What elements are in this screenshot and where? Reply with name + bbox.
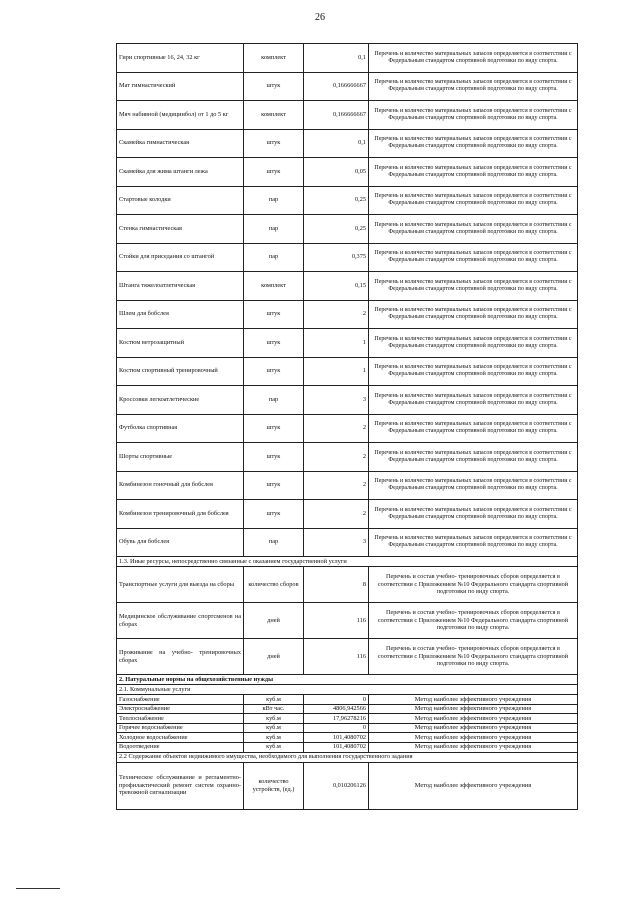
utility-basis: Метод наиболее эффективного учреждения bbox=[369, 742, 578, 752]
item-basis: Перечень и количество материальных запасов определяется в соответствии с Федеральным стандартом спортивной подготовки по виду спорта. bbox=[369, 443, 578, 472]
item-quantity: 0,166666667 bbox=[304, 101, 369, 130]
item-basis: Перечень и количество материальных запасов определяется в соответствии с Федеральным стандартом спортивной подготовки по виду спорта. bbox=[369, 272, 578, 301]
item-quantity: 2 bbox=[304, 414, 369, 443]
item-quantity: 1 bbox=[304, 357, 369, 386]
utility-quantity: 0 bbox=[304, 723, 369, 733]
item-name: Обувь для бобслея bbox=[117, 528, 244, 557]
section-heading: 2.2 Содержание объектов недвижимого имущества, необходимого для выполнения государственного задания bbox=[117, 752, 578, 762]
table-row bbox=[117, 243, 578, 272]
item-basis: Перечень и количество материальных запасов определяется в соответствии с Федеральным стандартом спортивной подготовки по виду спорта. bbox=[369, 129, 578, 158]
utility-unit: куб.м bbox=[244, 714, 304, 724]
item-name: Штанга тяжелоатлетическая bbox=[117, 272, 244, 301]
item-quantity: 0,166666667 bbox=[304, 72, 369, 101]
item-basis: Перечень и количество материальных запасов определяется в соответствии с Федеральным стандартом спортивной подготовки по виду спорта. bbox=[369, 471, 578, 500]
item-name: Комбинезон тренировочный для бобслея bbox=[117, 500, 244, 529]
service-name: Проживание на учебно- тренировочных сборах bbox=[117, 639, 244, 675]
section-heading-row bbox=[117, 752, 578, 762]
item-name: Костюм ветрозащитный bbox=[117, 329, 244, 358]
item-basis: Перечень и количество материальных запасов определяется в соответствии с Федеральным стандартом спортивной подготовки по виду спорта. bbox=[369, 300, 578, 329]
item-name: Стартовые колодки bbox=[117, 186, 244, 215]
item-unit: пар bbox=[244, 215, 304, 244]
item-name: Скамейка для жима штанги лежа bbox=[117, 158, 244, 187]
item-quantity: 3 bbox=[304, 528, 369, 557]
item-unit: штук bbox=[244, 329, 304, 358]
item-basis: Перечень и количество материальных запасов определяется в соответствии с Федеральным стандартом спортивной подготовки по виду спорта. bbox=[369, 357, 578, 386]
table-row bbox=[117, 186, 578, 215]
table-row bbox=[117, 72, 578, 101]
item-name: Стойки для приседания со штангой bbox=[117, 243, 244, 272]
table-row bbox=[117, 44, 578, 73]
item-name: Стенка гимнастическая bbox=[117, 215, 244, 244]
item-unit: пар bbox=[244, 243, 304, 272]
item-name: Костюм спортивный тренировочный bbox=[117, 357, 244, 386]
item-unit: штук bbox=[244, 158, 304, 187]
item-quantity: 0,1 bbox=[304, 44, 369, 73]
utility-unit: куб.м bbox=[244, 742, 304, 752]
page-number: 26 bbox=[315, 12, 325, 23]
item-basis: Перечень и количество материальных запасов определяется в соответствии с Федеральным стандартом спортивной подготовки по виду спорта. bbox=[369, 500, 578, 529]
maintenance-name: Техническое обслуживание и регламентно- профилактический ремонт систем охранно- тревожной сигнализации bbox=[117, 762, 244, 809]
item-basis: Перечень и количество материальных запасов определяется в соответствии с Федеральным стандартом спортивной подготовки по виду спорта. bbox=[369, 101, 578, 130]
item-basis: Перечень и количество материальных запасов определяется в соответствии с Федеральным стандартом спортивной подготовки по виду спорта. bbox=[369, 386, 578, 415]
table-row bbox=[117, 414, 578, 443]
item-basis: Перечень и количество материальных запасов определяется в соответствии с Федеральным стандартом спортивной подготовки по виду спорта. bbox=[369, 186, 578, 215]
utility-basis: Метод наиболее эффективного учреждения bbox=[369, 733, 578, 743]
utility-basis: Метод наиболее эффективного учреждения bbox=[369, 723, 578, 733]
table-row bbox=[117, 443, 578, 472]
utility-name: Теплоснабжение bbox=[117, 714, 244, 724]
item-quantity: 3 bbox=[304, 386, 369, 415]
item-basis: Перечень и количество материальных запасов определяется в соответствии с Федеральным стандартом спортивной подготовки по виду спорта. bbox=[369, 243, 578, 272]
utility-unit: куб.м bbox=[244, 695, 304, 705]
utility-unit: куб.м bbox=[244, 733, 304, 743]
norms-table bbox=[116, 43, 578, 810]
table-row bbox=[117, 158, 578, 187]
item-quantity: 2 bbox=[304, 500, 369, 529]
table-row bbox=[117, 129, 578, 158]
item-basis: Перечень и количество материальных запасов определяется в соответствии с Федеральным стандартом спортивной подготовки по виду спорта. bbox=[369, 44, 578, 73]
item-quantity: 0,15 bbox=[304, 272, 369, 301]
table-row bbox=[117, 386, 578, 415]
item-quantity: 1 bbox=[304, 329, 369, 358]
service-unit: дней bbox=[244, 639, 304, 675]
table-row bbox=[117, 215, 578, 244]
utility-quantity: 4806,942566 bbox=[304, 704, 369, 714]
table-row bbox=[117, 329, 578, 358]
item-quantity: 0,25 bbox=[304, 186, 369, 215]
item-name: Скамейка гимнастическая bbox=[117, 129, 244, 158]
item-basis: Перечень и количество материальных запасов определяется в соответствии с Федеральным стандартом спортивной подготовки по виду спорта. bbox=[369, 215, 578, 244]
table-row bbox=[117, 723, 578, 733]
item-quantity: 0,25 bbox=[304, 215, 369, 244]
item-unit: штук bbox=[244, 500, 304, 529]
item-unit: штук bbox=[244, 414, 304, 443]
service-unit: количество сборов bbox=[244, 567, 304, 603]
item-basis: Перечень и количество материальных запасов определяется в соответствии с Федеральным стандартом спортивной подготовки по виду спорта. bbox=[369, 329, 578, 358]
table-row bbox=[117, 300, 578, 329]
utility-unit: кВт час. bbox=[244, 704, 304, 714]
item-unit: комплект bbox=[244, 44, 304, 73]
item-quantity: 0,05 bbox=[304, 158, 369, 187]
utility-name: Горячее водоснабжение bbox=[117, 723, 244, 733]
item-name: Кроссовки легкоатлетические bbox=[117, 386, 244, 415]
item-unit: комплект bbox=[244, 101, 304, 130]
table-row bbox=[117, 714, 578, 724]
item-unit: штук bbox=[244, 471, 304, 500]
service-basis: Перечень и состав учебно- тренировочных сборов определяется в соответствии с Приложением №10 Федерального стандарта спортивной подготовки по виду спорта. bbox=[369, 603, 578, 639]
section-heading: 1.3. Иные ресурсы, непосредственно связанные с оказанием государственной услуги bbox=[117, 557, 578, 567]
item-quantity: 2 bbox=[304, 443, 369, 472]
utility-quantity: 0 bbox=[304, 695, 369, 705]
table-row bbox=[117, 500, 578, 529]
service-quantity: 116 bbox=[304, 639, 369, 675]
maintenance-quantity: 0,010206126 bbox=[304, 762, 369, 809]
service-unit: дней bbox=[244, 603, 304, 639]
item-quantity: 0,375 bbox=[304, 243, 369, 272]
utility-quantity: 101,4080702 bbox=[304, 742, 369, 752]
table-row bbox=[117, 471, 578, 500]
item-unit: пар bbox=[244, 528, 304, 557]
service-basis: Перечень и состав учебно- тренировочных сборов определяется в соответствии с Приложением №10 Федерального стандарта спортивной подготовки по виду спорта. bbox=[369, 639, 578, 675]
service-name: Транспортные услуги для выезда на сборы bbox=[117, 567, 244, 603]
utility-name: Водоотведение bbox=[117, 742, 244, 752]
utility-name: Газоснабжение bbox=[117, 695, 244, 705]
service-quantity: 8 bbox=[304, 567, 369, 603]
utility-quantity: 101,4080702 bbox=[304, 733, 369, 743]
item-name: Шлем для бобслея bbox=[117, 300, 244, 329]
item-basis: Перечень и количество материальных запасов определяется в соответствии с Федеральным стандартом спортивной подготовки по виду спорта. bbox=[369, 158, 578, 187]
table-row bbox=[117, 603, 578, 639]
item-name: Шорты спортивные bbox=[117, 443, 244, 472]
item-unit: штук bbox=[244, 300, 304, 329]
item-unit: пар bbox=[244, 186, 304, 215]
item-quantity: 0,1 bbox=[304, 129, 369, 158]
table-row bbox=[117, 695, 578, 705]
section-heading: 2.1. Коммунальные услуги bbox=[117, 685, 578, 695]
maintenance-unit: количество устройств, (ед.) bbox=[244, 762, 304, 809]
item-unit: штук bbox=[244, 357, 304, 386]
item-unit: комплект bbox=[244, 272, 304, 301]
table-row bbox=[117, 101, 578, 130]
utility-basis: Метод наиболее эффективного учреждения bbox=[369, 704, 578, 714]
table-row bbox=[117, 733, 578, 743]
item-unit: штук bbox=[244, 443, 304, 472]
section-heading-row bbox=[117, 685, 578, 695]
table-row bbox=[117, 357, 578, 386]
table-row bbox=[117, 272, 578, 301]
table-row bbox=[117, 567, 578, 603]
item-basis: Перечень и количество материальных запасов определяется в соответствии с Федеральным стандартом спортивной подготовки по виду спорта. bbox=[369, 528, 578, 557]
item-name: Мат гимнастический bbox=[117, 72, 244, 101]
utility-name: Холодное водоснабжение bbox=[117, 733, 244, 743]
table-row bbox=[117, 528, 578, 557]
service-name: Медицинское обслуживание спортсменов на сборах bbox=[117, 603, 244, 639]
utility-basis: Метод наиболее эффективного учреждения bbox=[369, 695, 578, 705]
utility-name: Электроснабжение bbox=[117, 704, 244, 714]
item-name: Гири спортивные 16, 24, 32 кг bbox=[117, 44, 244, 73]
section-heading-row bbox=[117, 675, 578, 685]
table-row bbox=[117, 639, 578, 675]
item-unit: штук bbox=[244, 72, 304, 101]
utility-quantity: 17,96278216 bbox=[304, 714, 369, 724]
table-row bbox=[117, 742, 578, 752]
table-row bbox=[117, 704, 578, 714]
footnote-separator bbox=[16, 888, 60, 889]
section-heading-row bbox=[117, 557, 578, 567]
item-name: Мяч набивной (медицинбол) от 1 до 5 кг bbox=[117, 101, 244, 130]
utility-unit: куб.м bbox=[244, 723, 304, 733]
maintenance-basis: Метод наиболее эффективного учреждения bbox=[369, 762, 578, 809]
section-heading: 2. Натуральные нормы на общехозяйственные нужды bbox=[117, 675, 578, 685]
table-row bbox=[117, 762, 578, 809]
item-basis: Перечень и количество материальных запасов определяется в соответствии с Федеральным стандартом спортивной подготовки по виду спорта. bbox=[369, 414, 578, 443]
item-name: Футболка спортивная bbox=[117, 414, 244, 443]
item-name: Комбинезон гоночный для бобслея bbox=[117, 471, 244, 500]
item-quantity: 2 bbox=[304, 471, 369, 500]
item-unit: пар bbox=[244, 386, 304, 415]
item-unit: штук bbox=[244, 129, 304, 158]
utility-basis: Метод наиболее эффективного учреждения bbox=[369, 714, 578, 724]
item-quantity: 2 bbox=[304, 300, 369, 329]
service-basis: Перечень и состав учебно- тренировочных сборов определяется в соответствии с Приложением №10 Федерального стандарта спортивной подготовки по виду спорта. bbox=[369, 567, 578, 603]
item-basis: Перечень и количество материальных запасов определяется в соответствии с Федеральным стандартом спортивной подготовки по виду спорта. bbox=[369, 72, 578, 101]
service-quantity: 116 bbox=[304, 603, 369, 639]
